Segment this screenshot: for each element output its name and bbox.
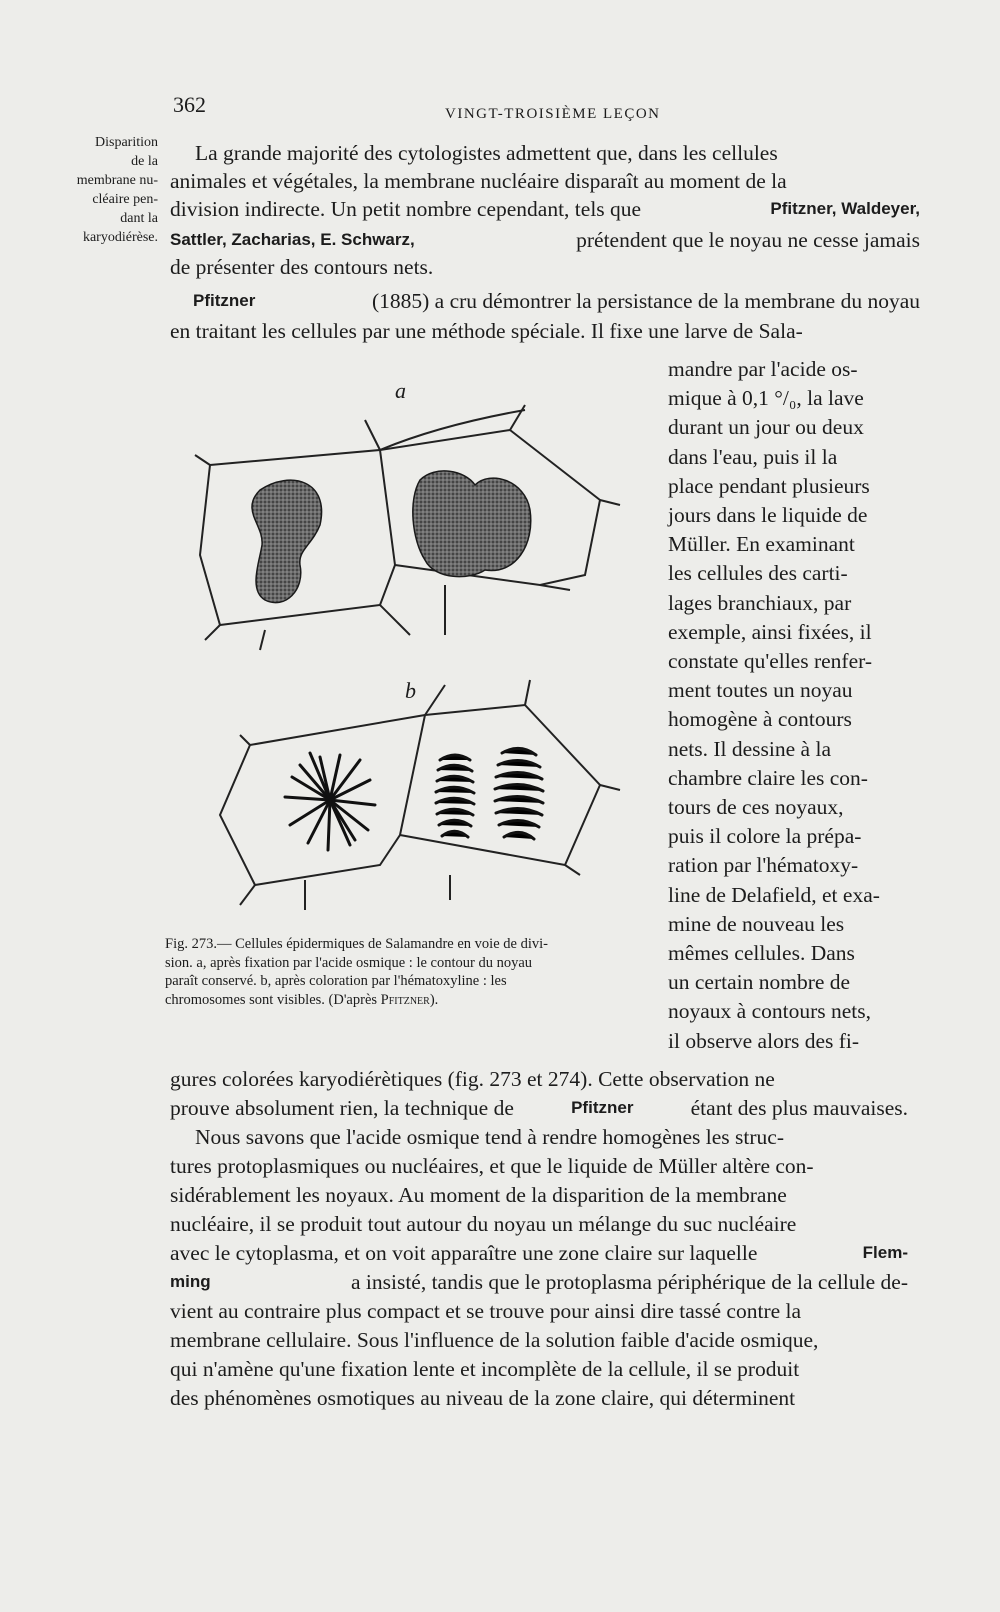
text-line-content: étant des plus mauvaises. <box>690 1096 908 1120</box>
figure-label-b: b <box>405 678 416 703</box>
caption-text: chromosomes sont visibles. (D'après <box>165 991 381 1008</box>
text-line <box>170 1298 908 1324</box>
page-number: 362 <box>173 92 206 117</box>
caption-text: ). <box>429 991 439 1008</box>
text-line: mêmes cellules. Dans <box>668 941 855 966</box>
side-column <box>668 355 908 1056</box>
text-line-content: vient au contraire plus compact et se trouve pour ainsi dire tassé contre la <box>170 1299 802 1323</box>
cell-figure <box>180 378 660 930</box>
caption-line <box>165 991 640 1010</box>
panel-b-cells <box>220 680 620 910</box>
text-line: il observe alors des fi- <box>668 1028 860 1053</box>
text-line: homogène à contours <box>668 707 852 732</box>
text-line: constate qu'elles renfer- <box>668 649 873 674</box>
text-line <box>170 1385 908 1411</box>
margin-note-line: cléaire pen- <box>92 192 158 207</box>
margin-note-line: dant la <box>120 211 158 226</box>
text-line <box>170 196 920 222</box>
text-line: un certain nombre de <box>668 970 851 995</box>
text-line: tours de ces noyaux, <box>668 795 844 820</box>
running-title: VINGT-TROISIÈME LEÇON <box>445 106 661 122</box>
text-line-content: qui n'amène qu'une fixation lente et incomplète de la cellule, il se produit <box>170 1357 800 1381</box>
author-name: Pfitzner <box>193 291 256 310</box>
text-line <box>170 227 920 253</box>
text-line: Müller. En examinant <box>668 532 855 557</box>
text-line-content: des phénomènes osmotiques au niveau de la zone claire, qui déterminent <box>170 1386 796 1410</box>
text-line: place pendant plusieurs <box>668 473 870 498</box>
text-line: durant un jour ou deux <box>668 415 864 440</box>
text-line <box>170 1356 908 1382</box>
text-line-content: prétendent que le noyau ne cesse jamais <box>576 228 920 252</box>
text-line <box>170 168 920 194</box>
text-line <box>170 254 920 280</box>
text-line-content: sidérablement les noyaux. Au moment de la disparition de la membrane <box>170 1183 787 1207</box>
text-line <box>170 1095 908 1121</box>
caption-line: Fig. 273.— Cellules épidermiques de Salamandre en voie de divi- <box>165 936 548 952</box>
text-line-content: nucléaire, il se produit tout autour du noyau un mélange du suc nucléaire <box>170 1212 797 1236</box>
margin-note-line: membrane nu- <box>76 173 158 188</box>
text-line-content: animales et végétales, la membrane nucléaire disparaît au moment de la <box>170 169 787 193</box>
text-line <box>170 1327 908 1353</box>
text-line-content: en traitant les cellules par une méthode spéciale. Il fixe une larve de Sala- <box>170 319 803 343</box>
cell-drawing <box>180 385 660 930</box>
text-line <box>170 1066 908 1092</box>
author-name: ming <box>170 1272 211 1291</box>
text-line: dans l'eau, puis il la <box>668 444 838 469</box>
figure-label-a: a <box>395 378 406 403</box>
author-name: Pfitzner, Waldeyer, <box>770 199 920 218</box>
text-line <box>170 1182 908 1208</box>
margin-note-line: karyodiérèse. <box>82 230 158 245</box>
author-name: Flem- <box>862 1243 908 1262</box>
text-line: jours dans le liquide de <box>668 503 868 528</box>
text-line-content: prouve absolument rien, la technique de <box>170 1096 514 1120</box>
caption-author: Pfitzner <box>380 991 430 1008</box>
text-line-content: La grande majorité des cytologistes admettent que, dans les cellules <box>195 141 778 165</box>
text-line <box>170 1153 908 1179</box>
text-line: ration par l'hématoxy- <box>668 853 859 878</box>
text-line: mine de nouveau les <box>668 911 845 936</box>
figure-caption <box>165 935 640 1009</box>
text-line: exemple, ainsi fixées, il <box>668 619 872 644</box>
text-line-content: division indirecte. Un petit nombre cependant, tels que <box>170 197 642 221</box>
text-line-content: avec le cytoplasma, et on voit apparaître une zone claire sur laquelle <box>170 1241 758 1265</box>
text-line <box>170 1211 908 1237</box>
nucleus-a1 <box>252 480 322 602</box>
text-line-content: Nous savons que l'acide osmique tend à rendre homogènes les struc- <box>195 1125 784 1149</box>
text-line-content: tures protoplasmiques ou nucléaires, et que le liquide de Müller altère con- <box>170 1154 814 1178</box>
text-line-content: de présenter des contours nets. <box>170 255 434 279</box>
text-line: puis il colore la prépa- <box>668 824 862 849</box>
text-line: mandre par l'acide os- <box>668 357 858 381</box>
chromosome-aster <box>285 753 375 850</box>
text-line <box>195 1124 908 1150</box>
text-line: mique à 0,1 °/₀, la lave <box>668 386 864 411</box>
text-line: line de Delafield, et exa- <box>668 882 880 907</box>
text-line: chambre claire les con- <box>668 765 868 790</box>
text-line <box>170 1240 908 1266</box>
text-line <box>170 1269 908 1295</box>
text-line-content: (1885) a cru démontrer la persistance de la membrane du noyau <box>371 289 920 313</box>
text-line-content: gures colorées karyodiérètiques (fig. 273 et 274). Cette observation ne <box>170 1067 775 1091</box>
text-line-content: a insisté, tandis que le protoplasma périphérique de la cellule de- <box>350 1270 908 1294</box>
margin-note <box>50 133 158 247</box>
nucleus-a2 <box>413 471 531 577</box>
text-line: ment toutes un noyau <box>668 678 853 703</box>
author-name: Sattler, Zacharias, E. Schwarz, <box>170 230 415 249</box>
margin-note-line: de la <box>131 154 158 169</box>
text-line-content: membrane cellulaire. Sous l'influence de la solution faible d'acide osmique, <box>170 1328 819 1352</box>
text-line: lages branchiaux, par <box>668 590 852 615</box>
text-line <box>195 140 920 166</box>
text-line: les cellules des carti- <box>668 561 848 586</box>
caption-line: paraît conservé. b, après coloration par l'hématoxyline : les <box>165 973 507 989</box>
chromosome-plates <box>436 748 543 839</box>
text-line <box>170 318 920 344</box>
text-line <box>193 288 920 314</box>
text-line: nets. Il dessine à la <box>668 736 831 761</box>
author-name: Pfitzner <box>571 1098 634 1117</box>
caption-line: sion. a, après fixation par l'acide osmique : le contour du noyau <box>165 954 533 971</box>
margin-note-line: Disparition <box>95 135 158 150</box>
text-line: noyaux à contours nets, <box>668 999 872 1024</box>
